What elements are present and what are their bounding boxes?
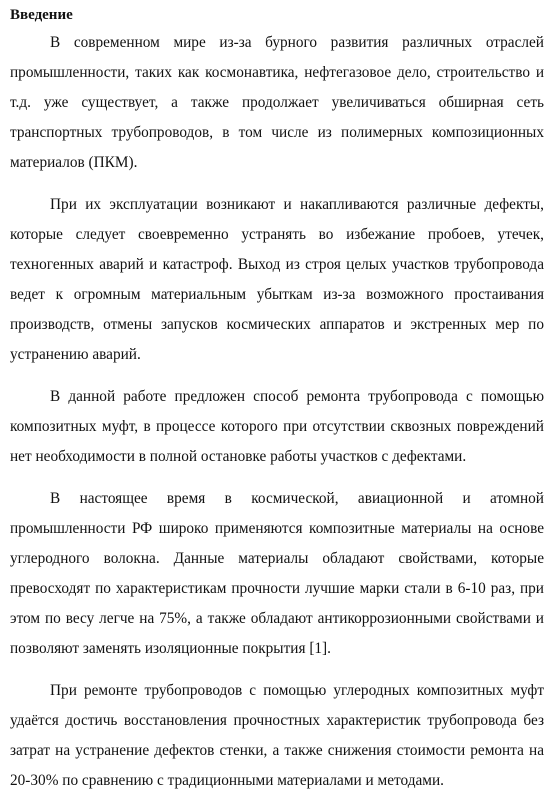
paragraph-5: При ремонте трубопроводов с помощью углеродных композитных муфт удаётся достичь восстановления прочностных характеристик трубопровода без затрат на устранение дефектов стенки, а также снижения стоимости ремонта на 20-30% по сравнению с традиционными материалами и методами.	[10, 682, 544, 789]
section-heading: Введение	[10, 7, 73, 23]
paragraph-3: В данной работе предложен способ ремонта трубопровода с помощью композитных муфт, в процессе которого при отсутствии сквозных повреждений нет необходимости в полной остановке работы участков с дефектами.	[10, 388, 544, 465]
document-page	[10, 0, 544, 796]
paragraph-2: При их эксплуатации возникают и накапливаются различные дефекты, которые следует своевременно устранять во избежание пробоев, утечек, техногенных аварий и катастроф. Выход из строя целых участков трубопровода ведет к огромным материальным убыткам из-за возможного простаивания производств, отмены запусков космических аппаратов и экстренных мер по устранению аварий.	[10, 196, 544, 363]
paragraph-4: В настоящее время в космической, авиационной и атомной промышленности РФ широко применяются композитные материалы на основе углеродного волокна. Данные материалы обладают свойствами, которые превосходят по характеристикам прочности лучшие марки стали в 6-10 раз, при этом по весу легче на 75%, а также обладают антикоррозионными свойствами и позволяют заменять изоляционные покрытия [1].	[10, 490, 544, 657]
paragraph-1: В современном мире из-за бурного развития различных отраслей промышленности, таких как космонавтика, нефтегазовое дело, строительство и т.д. уже существует, а также продолжает увеличиваться обширная сеть транспортных трубопроводов, в том числе из полимерных композиционных материалов (ПКМ).	[10, 34, 544, 171]
